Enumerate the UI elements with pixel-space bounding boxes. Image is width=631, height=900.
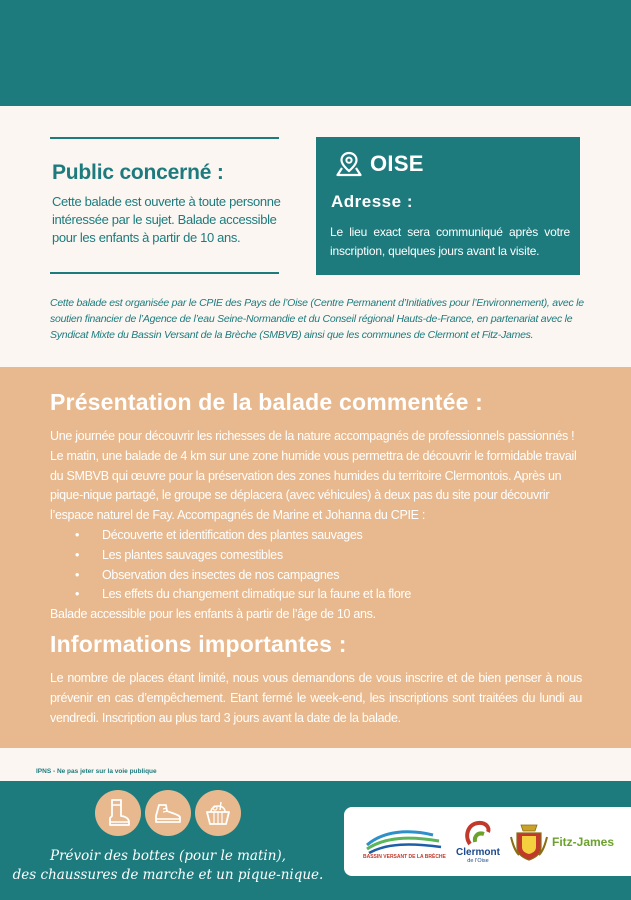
clermont-name: Clermont bbox=[456, 847, 500, 858]
hiking-shoe-icon bbox=[145, 790, 191, 836]
list-item: • Observation des insectes de nos campagnes bbox=[75, 566, 585, 586]
advice-line: Prévoir des bottes (pour le matin), bbox=[50, 848, 286, 864]
presentation-intro: Une journée pour découvrir les richesses de la nature accompagnés de professionnels passionnés ! bbox=[50, 429, 575, 443]
boot-icon bbox=[95, 790, 141, 836]
address-title: Adresse : bbox=[331, 192, 413, 211]
equipment-advice bbox=[0, 847, 336, 885]
picnic-basket-icon bbox=[195, 790, 241, 836]
list-item: • Les plantes sauvages comestibles bbox=[75, 546, 585, 566]
location-box bbox=[316, 137, 580, 275]
region-name: OISE bbox=[370, 151, 424, 176]
presentation-body bbox=[50, 427, 585, 625]
bassin-versant-label: BASSIN VERSANT DE LA BRÈCHE bbox=[363, 854, 446, 860]
list-item: • Découverte et identification des plantes sauvages bbox=[75, 526, 585, 546]
public-section bbox=[50, 137, 280, 275]
presentation-title: Présentation de la balade commentée : bbox=[50, 389, 484, 415]
presentation-text: Le matin, une balade de 4 km sur une zone humide vous permettra de découvrir le formidable travail du SMBVB qui œuvre pour la préservation des zones humides du territoire Clermontois. Après un pique-nique partagé, le groupe se déplacera (avec véhicules) à deux pas du site pour découvrir l’espace naturel de Fay. Accompagnés de Marine et Johanna du CPIE : bbox=[50, 448, 577, 523]
organised-by-text: Cette balade est organisée par le CPIE des Pays de l’Oise (Centre Permanent d’Initiatives pour l’Environnement), avec le soutien financier de l’Agence de l’eau Seine-Normandie et du Conseil régional Hauts-de-France, en partenariat avec le Syndicat Mixte du Bassin Versant de la Brèche (SMBVB) ainsi que les communes de Clermont et Fitz-James. bbox=[50, 297, 584, 341]
advice-line: des chaussures de marche et un pique-nique. bbox=[12, 867, 324, 883]
info-text: Le nombre de places étant limité, nous vous demandons de vous inscrire et de bien penser à nous prévenir en cas d’empêchement. Etant fermé le week-end, les inscriptions sont traitées du lundi au vendredi. Inscription au plus tard 3 jours avant la date de la balade. bbox=[50, 671, 582, 725]
divider bbox=[50, 137, 279, 139]
fitz-james-name: Fitz-James bbox=[552, 835, 615, 849]
activity-list bbox=[75, 526, 585, 605]
fitz-james-logo bbox=[509, 821, 624, 865]
list-item: • Les effets du changement climatique sur la faune et la flore bbox=[75, 585, 585, 605]
presentation-footer: Balade accessible pour les enfants à partir de l’âge de 10 ans. bbox=[50, 607, 376, 622]
presentation-section bbox=[0, 367, 631, 748]
ipns-notice: IPNS - Ne pas jeter sur la voie publique bbox=[36, 768, 157, 775]
address-text: Le lieu exact sera communiqué après votre inscription, quelques jours avant la visite. bbox=[330, 225, 570, 258]
info-title: Informations importantes : bbox=[50, 631, 347, 657]
top-banner bbox=[0, 0, 631, 106]
bassin-versant-logo bbox=[363, 823, 446, 863]
bottom-banner bbox=[0, 781, 631, 900]
clermont-logo bbox=[448, 818, 508, 868]
partner-logos bbox=[344, 807, 631, 876]
public-title: Public concerné : bbox=[52, 161, 224, 184]
map-pin-icon bbox=[336, 151, 362, 177]
divider bbox=[50, 272, 279, 274]
public-text: Cette balade est ouverte à toute personne intéressée par le sujet. Balade accessible pour les enfants à partir de 10 ans. bbox=[52, 194, 281, 245]
equipment-icons bbox=[95, 790, 241, 836]
clermont-subtitle: de l’Oise bbox=[467, 858, 489, 864]
